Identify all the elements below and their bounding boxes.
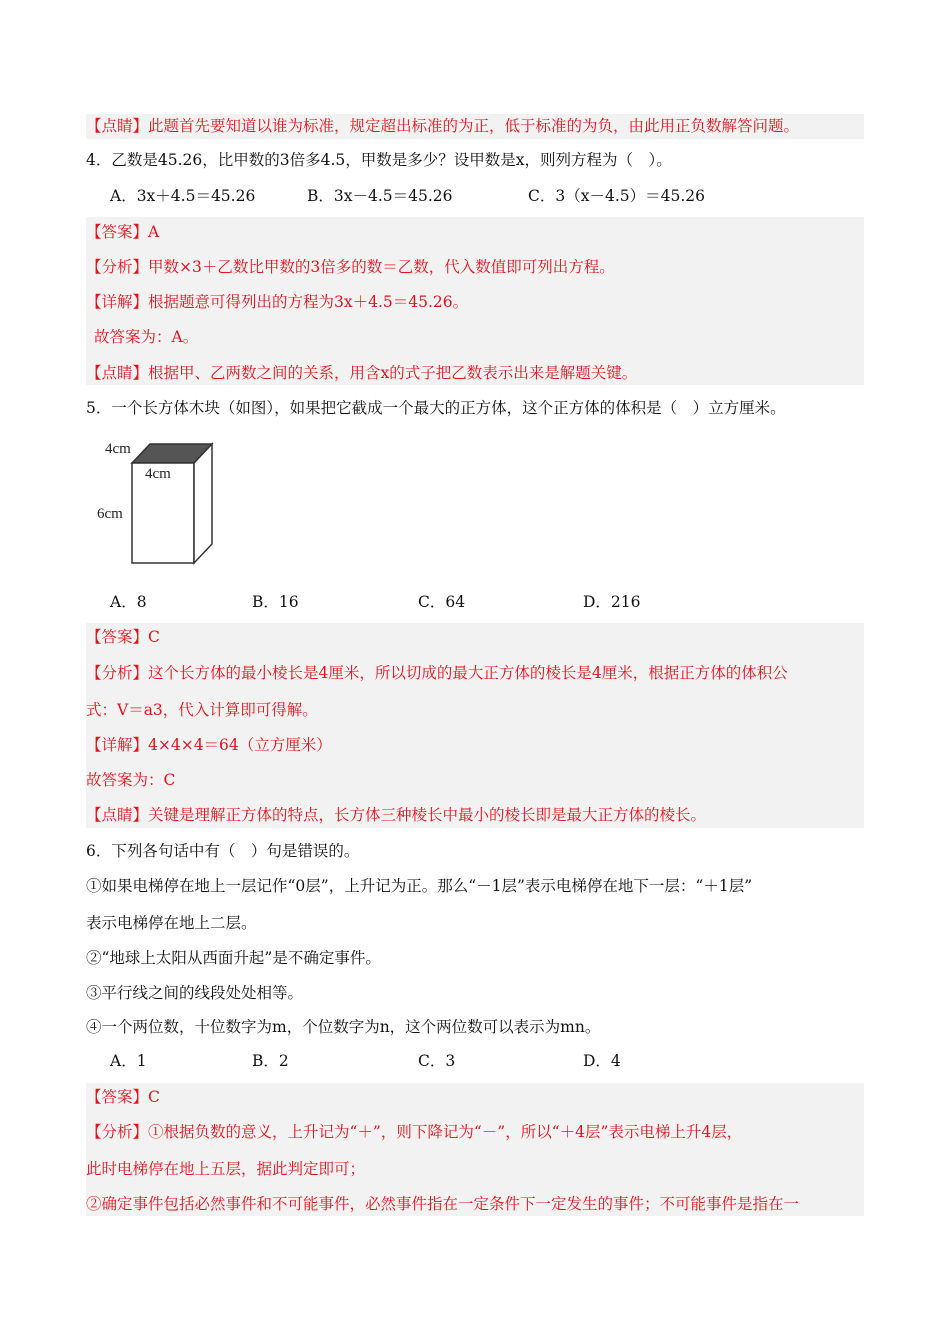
figure-label-height: 6cm bbox=[97, 506, 123, 522]
q5-option-b: B．16 bbox=[252, 593, 299, 611]
q4-answer: 【答案】A bbox=[86, 223, 160, 241]
q6-answer: 【答案】C bbox=[86, 1088, 160, 1106]
q3-dianjing: 【点睛】此题首先要知道以谁为标准，规定超出标准的为正，低于标准的为负，由此用正负数解答问题。 bbox=[86, 117, 800, 135]
q4-option-b: B．3x－4.5＝45.26 bbox=[307, 187, 453, 205]
q5-dianjing: 【点睛】关键是理解正方体的特点，长方体三种棱长中最小的棱长即是最大正方体的棱长。 bbox=[86, 806, 707, 824]
figure-label-width: 4cm bbox=[145, 466, 171, 482]
q6-statement3: ③平行线之间的线段处处相等。 bbox=[86, 984, 304, 1002]
q5-analysis-line1: 【分析】这个长方体的最小棱长是4厘米，所以切成的最大正方体的棱长是4厘米，根据正方体的体积公 bbox=[86, 664, 788, 682]
q6-statement4: ④一个两位数，十位数字为m，个位数字为n，这个两位数可以表示为mn。 bbox=[86, 1018, 601, 1036]
q4-option-a: A．3x＋4.5＝45.26 bbox=[110, 187, 256, 205]
q6-stem: 6．下列各句话中有（ ）句是错误的。 bbox=[86, 842, 360, 860]
q5-solution-background bbox=[86, 623, 864, 828]
q4-dianjing: 【点睛】根据甲、乙两数之间的关系，用含x的式子把乙数表示出来是解题关键。 bbox=[86, 364, 638, 382]
q6-analysis-line1: 【分析】①根据负数的意义，上升记为“＋”，则下降记为“－”，所以“＋4层”表示电梯上升4层， bbox=[86, 1123, 743, 1141]
q5-detail: 【详解】4×4×4＝64（立方厘米） bbox=[86, 736, 332, 754]
q6-option-b: B．2 bbox=[252, 1052, 289, 1070]
q6-analysis-line3: ②确定事件包括必然事件和不可能事件，必然事件指在一定条件下一定发生的事件；不可能事件是指在一 bbox=[86, 1195, 800, 1213]
q6-analysis-line2: 此时电梯停在地上五层，据此判定即可； bbox=[86, 1160, 366, 1178]
q5-option-a: A．8 bbox=[110, 593, 147, 611]
q5-answer: 【答案】C bbox=[86, 628, 160, 646]
q4-option-c: C．3（x－4.5）＝45.26 bbox=[528, 187, 705, 205]
q4-stem: 4．乙数是45.26，比甲数的3倍多4.5，甲数是多少？设甲数是x，则列方程为（ ）。 bbox=[86, 151, 672, 169]
figure-label-depth: 4cm bbox=[105, 441, 131, 457]
q4-conclusion: 故答案为：A。 bbox=[94, 328, 199, 346]
cuboid-figure bbox=[90, 430, 230, 575]
q6-statement2: ②“地球上太阳从西面升起”是不确定事件。 bbox=[86, 949, 381, 967]
q6-option-a: A．1 bbox=[110, 1052, 147, 1070]
q6-option-d: D．4 bbox=[583, 1052, 621, 1070]
q5-conclusion: 故答案为：C bbox=[86, 771, 176, 789]
q5-stem: 5．一个长方体木块（如图），如果把它截成一个最大的正方体，这个正方体的体积是（ ）立方厘米。 bbox=[86, 399, 786, 417]
q4-analysis: 【分析】甲数×3＋乙数比甲数的3倍多的数＝乙数，代入数值即可列出方程。 bbox=[86, 258, 615, 276]
q6-statement1-line2: 表示电梯停在地上二层。 bbox=[86, 914, 257, 932]
q5-option-c: C．64 bbox=[418, 593, 466, 611]
q5-option-d: D．216 bbox=[583, 593, 641, 611]
q5-analysis-line2: 式：V＝a3，代入计算即可得解。 bbox=[86, 701, 318, 719]
q6-statement1-line1: ①如果电梯停在地上一层记作“0层”，上升记为正。那么“－1层”表示电梯停在地下一层：“＋1层” bbox=[86, 877, 753, 895]
q6-option-c: C．3 bbox=[418, 1052, 456, 1070]
q4-detail: 【详解】根据题意可得列出的方程为3x＋4.5＝45.26。 bbox=[86, 293, 469, 311]
